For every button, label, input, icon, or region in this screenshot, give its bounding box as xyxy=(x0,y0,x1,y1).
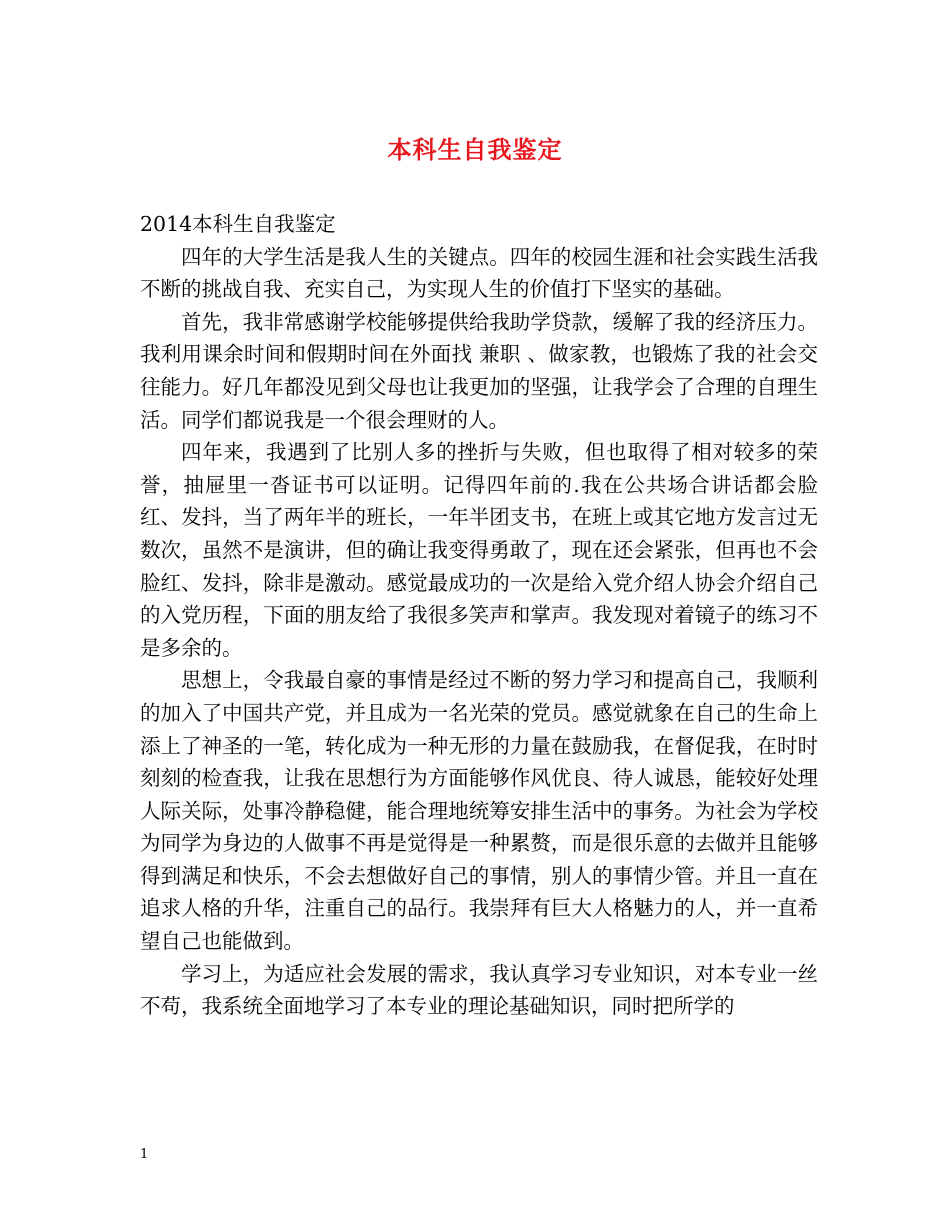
paragraph-finance: 首先，我非常感谢学校能够提供给我助学贷款，缓解了我的经济压力。我利用课余时间和假期时间在外面找 兼职 、做家教，也锻炼了我的社会交往能力。好几年都没见到父母也让我更加的坚强，让我学会了合理的自理生活。同学们都说我是一个很会理财的人。 xyxy=(140,309,818,432)
document-title: 本科生自我鉴定 xyxy=(387,135,563,164)
page-number: 1 xyxy=(140,1147,149,1162)
paragraph-study: 学习上，为适应社会发展的需求，我认真学习专业知识，对本专业一丝不苟，我系统全面地学习了本专业的理论基础知识，同时把所学的 xyxy=(140,961,818,1019)
paragraph-growth: 四年来，我遇到了比别人多的挫折与失败，但也取得了相对较多的荣誉，抽屉里一沓证书可以证明。记得四年前的.我在公共场合讲话都会脸红、发抖，当了两年半的班长，一年半团支书，在班上或其它地方发言过无数次，虽然不是演讲，但的确让我变得勇敢了，现在还会紧张，但再也不会脸红、发抖，除非是激动。感觉最成功的一次是给入党介绍人协会介绍自己的入党历程，下面的朋友给了我很多笑声和掌声。我发现对着镜子的练习不是多余的。 xyxy=(140,440,818,660)
document-subtitle: 2014本科生自我鉴定 xyxy=(140,212,336,236)
document-body xyxy=(140,208,818,1023)
paragraph-thought: 思想上，令我最自豪的事情是经过不断的努力学习和提高自己，我顺利的加入了中国共产党，并且成为一名光荣的党员。感觉就象在自己的生命上添上了神圣的一笔，转化成为一种无形的力量在鼓励我，在督促我，在时时刻刻的检查我，让我在思想行为方面能够作风优良、待人诚恳，能较好处理人际关际，处事冷静稳健，能合理地统筹安排生活中的事务。为社会为学校为同学为身边的人做事不再是觉得是一种累赘，而是很乐意的去做并且能够得到满足和快乐，不会去想做好自己的事情，别人的事情少管。并且一直在追求人格的升华，注重自己的品行。我崇拜有巨大人格魅力的人，并一直希望自己也能做到。 xyxy=(140,668,818,954)
paragraph-intro: 四年的大学生活是我人生的关键点。四年的校园生涯和社会实践生活我不断的挑战自我、充实自己，为实现人生的价值打下坚实的基础。 xyxy=(140,244,818,302)
